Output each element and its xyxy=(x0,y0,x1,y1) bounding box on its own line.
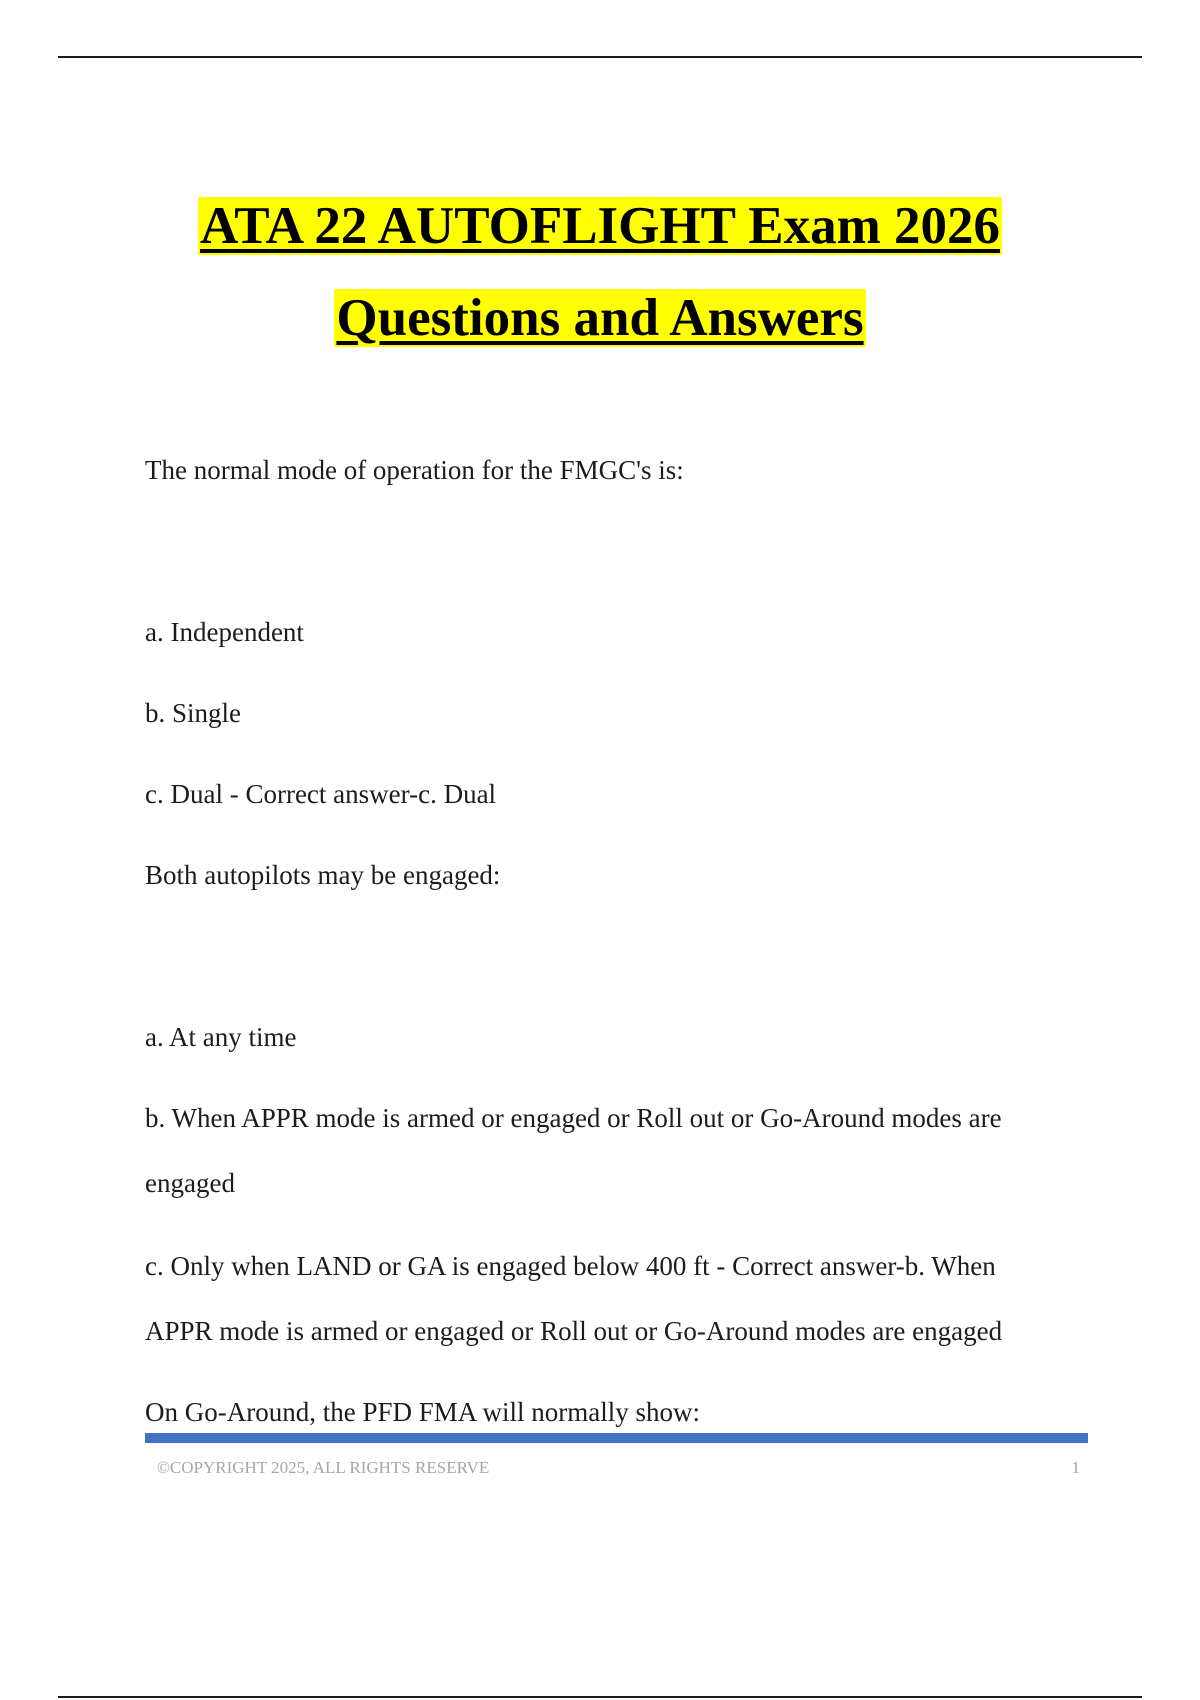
question-3: On Go-Around, the PFD FMA will normally show: xyxy=(145,1397,701,1427)
question-2-option-a: a. At any time xyxy=(145,1022,297,1052)
bottom-rule xyxy=(58,1696,1142,1698)
question-2-option-b: b. When APPR mode is armed or engaged or Roll out or Go-Around modes are xyxy=(145,1103,1002,1133)
footer-copyright: ©COPYRIGHT 2025, ALL RIGHTS RESERVE xyxy=(157,1458,490,1477)
title-line-1-wrap xyxy=(0,180,1200,272)
footer-page-number: 1 xyxy=(1071,1458,1080,1477)
title-line-1: ATA 22 AUTOFLIGHT Exam 2026 xyxy=(199,197,1001,255)
title-line-2-wrap xyxy=(0,272,1200,364)
question-2-answer-cont: APPR mode is armed or engaged or Roll out or Go-Around modes are engaged xyxy=(145,1316,1003,1346)
question-2-option-b-cont: engaged xyxy=(145,1168,235,1198)
question-2: Both autopilots may be engaged: xyxy=(145,860,501,890)
footer-bar xyxy=(145,1433,1088,1443)
question-1-option-a: a. Independent xyxy=(145,617,304,647)
document-title xyxy=(0,180,1200,364)
question-1-option-c-answer: c. Dual - Correct answer-c. Dual xyxy=(145,779,497,809)
question-2-option-c-answer: c. Only when LAND or GA is engaged below 400 ft - Correct answer-b. When xyxy=(145,1251,996,1281)
question-1: The normal mode of operation for the FMGC's is: xyxy=(145,455,684,485)
top-rule xyxy=(58,56,1142,58)
title-line-2: Questions and Answers xyxy=(336,289,864,347)
question-1-option-b: b. Single xyxy=(145,698,242,728)
